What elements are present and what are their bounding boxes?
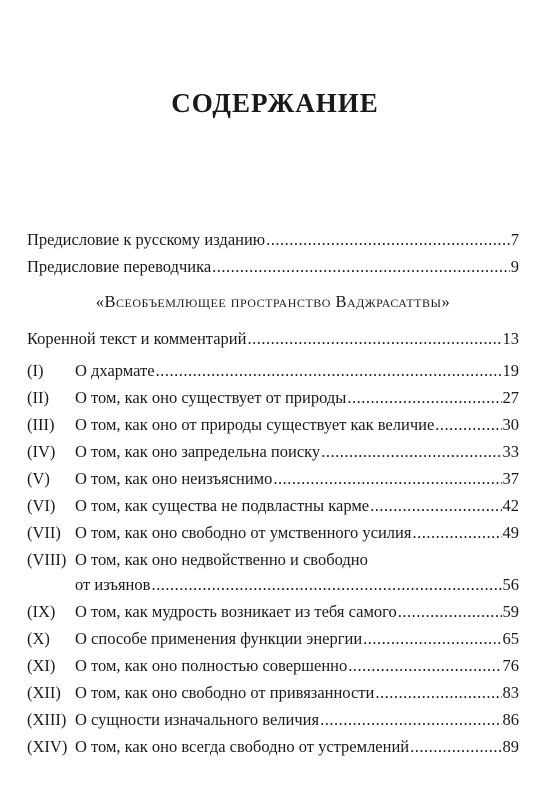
toc-page-number: 76 [502, 656, 519, 675]
section-heading: «Всеобъемлющее пространство Ваджрасаттвы» [95, 292, 451, 311]
toc-entry-text: Коренной текст и комментарий [27, 329, 247, 348]
toc-chapter-7[interactable] [27, 522, 519, 544]
toc-chapter-1[interactable] [27, 360, 519, 382]
dot-leader [435, 414, 501, 436]
dot-leader [348, 655, 501, 677]
chapter-number: (VII) [27, 523, 61, 542]
toc-entry-text: Предисловие переводчика [27, 257, 212, 276]
toc-page-number: 59 [502, 602, 519, 621]
toc-chapter-2[interactable] [27, 387, 519, 409]
toc-entry-text-continued: от изъянов [75, 575, 151, 594]
toc-entry-text: О том, как оно свободно от привязанности [75, 683, 375, 702]
toc-chapter-3[interactable] [27, 414, 519, 436]
dot-leader [247, 328, 501, 350]
toc-entry-text: О том, как оно запредельна поиску [75, 442, 321, 461]
toc-entry-root-text[interactable] [27, 328, 519, 350]
toc-chapter-10[interactable] [27, 628, 519, 650]
chapter-number: (III) [27, 415, 55, 434]
dot-leader [347, 387, 501, 409]
chapter-number: (II) [27, 388, 49, 407]
toc-entry-text: О том, как оно всегда свободно от устремлений [75, 737, 410, 756]
toc-page-number: 27 [502, 388, 519, 407]
toc-chapter-5[interactable] [27, 468, 519, 490]
chapter-number: (VIII) [27, 550, 67, 569]
toc-entry-text: О том, как оно существует от природы [75, 388, 347, 407]
toc-page-number: 56 [502, 575, 519, 594]
dot-leader [266, 229, 510, 251]
dot-leader [412, 522, 501, 544]
toc-page-number: 9 [510, 257, 519, 276]
dot-leader [321, 441, 501, 463]
toc-chapter-8-line1[interactable] [27, 549, 519, 571]
toc-entry-text: О том, как мудрость возникает из тебя самого [75, 602, 397, 621]
toc-entry-text: О том, как оно полностью совершенно [75, 656, 348, 675]
toc-entry-text: Предисловие к русскому изданию [27, 230, 266, 249]
toc-page-number: 42 [502, 496, 519, 515]
chapter-number: (XIV) [27, 737, 68, 756]
chapter-number: (X) [27, 629, 50, 648]
toc-page-number: 89 [502, 737, 519, 756]
toc-chapter-11[interactable] [27, 655, 519, 677]
toc-entry-text: О том, как оно от природы существует как величие [75, 415, 435, 434]
toc-chapter-8-line2[interactable] [27, 574, 519, 596]
toc-entry-text: О том, как оно свободно от умственного усилия [75, 523, 412, 542]
dot-leader [398, 601, 502, 623]
toc-entry-text: О том, как существа не подвластны карме [75, 496, 370, 515]
toc-entry-preface-translator[interactable] [27, 256, 519, 278]
toc-page-number: 65 [502, 629, 519, 648]
chapter-number: (I) [27, 361, 44, 380]
toc-chapter-14[interactable] [27, 736, 519, 758]
dot-leader [370, 495, 501, 517]
toc-entry-text: О том, как оно недвойственно и свободно [75, 550, 368, 569]
chapter-number: (XI) [27, 656, 56, 675]
chapter-number: (IV) [27, 442, 56, 461]
toc-chapter-6[interactable] [27, 495, 519, 517]
chapter-number: (XII) [27, 683, 61, 702]
dot-leader [156, 360, 502, 382]
toc-page-number: 13 [502, 329, 519, 348]
toc-entry-text: О сущности изначального величия [75, 710, 320, 729]
toc-page-number: 86 [502, 710, 519, 729]
toc-entry-text: О дхармате [75, 361, 155, 380]
chapter-number: (IX) [27, 602, 56, 621]
dot-leader [363, 628, 501, 650]
toc-entry-text: О том, как оно неизъяснимо [75, 469, 273, 488]
dot-leader [410, 736, 501, 758]
dot-leader [320, 709, 501, 731]
toc-chapter-13[interactable] [27, 709, 519, 731]
toc-chapter-12[interactable] [27, 682, 519, 704]
toc-page-number: 49 [502, 523, 519, 542]
toc-chapter-9[interactable] [27, 601, 519, 623]
dot-leader [273, 468, 501, 490]
toc-page-number: 30 [502, 415, 519, 434]
toc-page-number: 37 [502, 469, 519, 488]
toc-chapter-4[interactable] [27, 441, 519, 463]
toc-entry-text: О способе применения функции энергии [75, 629, 363, 648]
dot-leader [375, 682, 501, 704]
chapter-number: (V) [27, 469, 50, 488]
toc-page-number: 83 [502, 683, 519, 702]
dot-leader [151, 574, 501, 596]
dot-leader [212, 256, 510, 278]
page-title: СОДЕРЖАНИЕ [171, 88, 379, 118]
chapter-number: (VI) [27, 496, 56, 515]
toc-page-number: 7 [510, 230, 519, 249]
toc-page-number: 19 [502, 361, 519, 380]
chapter-number: (XIII) [27, 710, 67, 729]
toc-entry-preface-russian[interactable] [27, 229, 519, 251]
toc-page-number: 33 [502, 442, 519, 461]
